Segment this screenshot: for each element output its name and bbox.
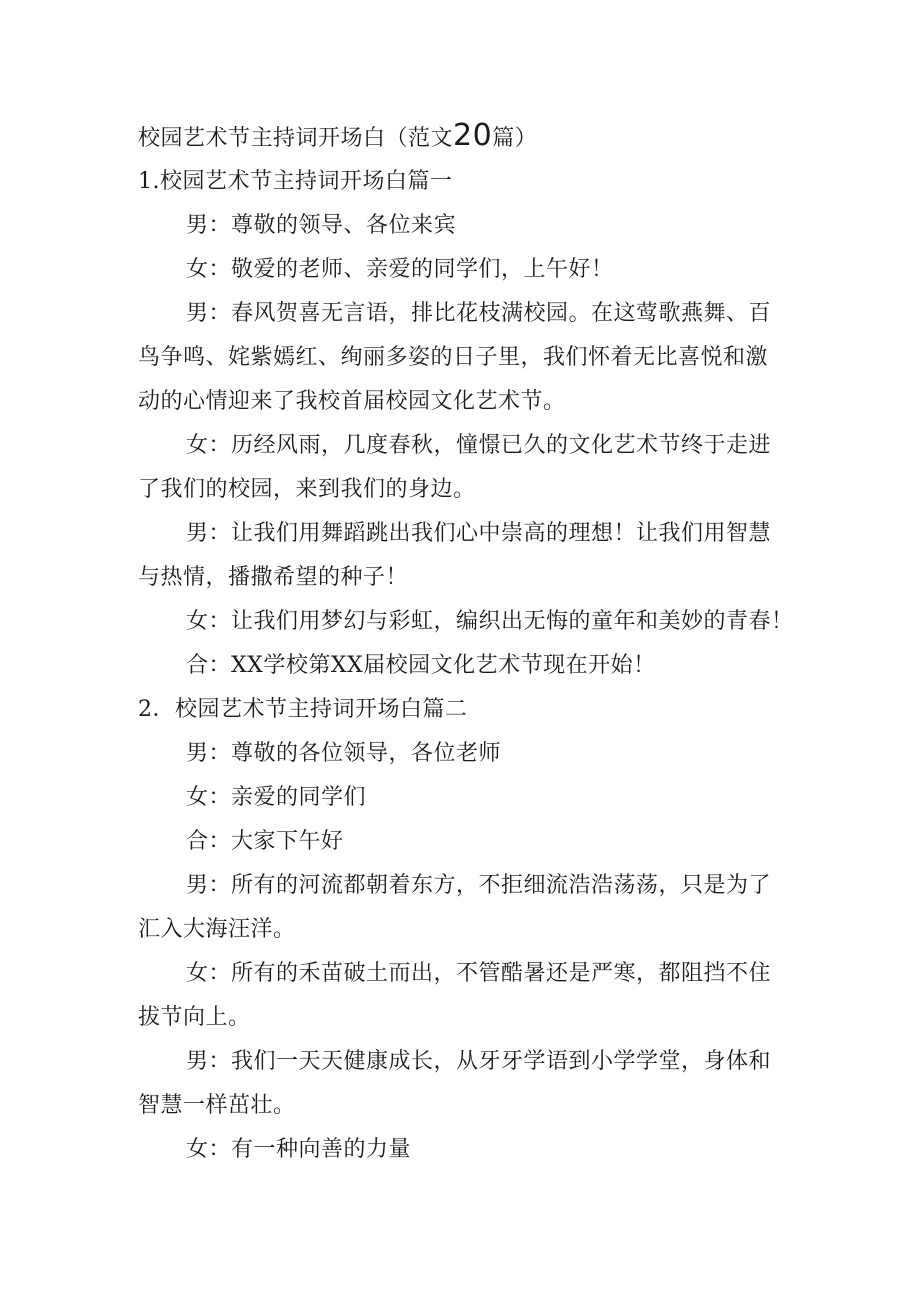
dialogue-line: 男：所有的河流都朝着东方，不拒细流浩浩荡荡，只是为了 — [186, 873, 772, 898]
dialogue-line-continued: 了我们的校园，来到我们的身边。 — [138, 477, 476, 502]
dialogue-line-continued: 汇入大海汪洋。 — [138, 917, 296, 942]
section-heading-1: 1.校园艺术节主持词开场白篇一 — [138, 169, 453, 194]
dialogue-line-continued: 拔节向上。 — [138, 1005, 251, 1030]
dialogue-line: 合：大家下午好 — [186, 829, 344, 854]
dialogue-line: 女：敬爱的老师、亲爱的同学们，上午好！ — [186, 257, 614, 282]
title-number: 20 — [453, 118, 493, 153]
dialogue-line-continued: 鸟争鸣、姹紫嫣红、绚丽多姿的日子里，我们怀着无比喜悦和激 — [138, 345, 769, 370]
dialogue-line: 男：尊敬的领导、各位来宾 — [186, 213, 457, 238]
dialogue-line: 男：让我们用舞蹈跳出我们心中崇高的理想！让我们用智慧 — [186, 521, 772, 546]
dialogue-line: 男：我们一天天健康成长，从牙牙学语到小学学堂，身体和 — [186, 1049, 772, 1074]
section-heading-2: 2．校园艺术节主持词开场白篇二 — [138, 697, 468, 722]
dialogue-line-continued: 动的心情迎来了我校首届校园文化艺术节。 — [138, 389, 566, 414]
dialogue-line-continued: 智慧一样茁壮。 — [138, 1093, 296, 1118]
dialogue-line: 男：尊敬的各位领导，各位老师 — [186, 741, 502, 766]
dialogue-line: 女：让我们用梦幻与彩虹，编织出无悔的童年和美妙的青春！ — [186, 609, 794, 634]
dialogue-line: 女：历经风雨，几度春秋，憧憬已久的文化艺术节终于走进 — [186, 433, 772, 458]
dialogue-line: 女：亲爱的同学们 — [186, 785, 367, 810]
dialogue-line: 女：有一种向善的力量 — [186, 1137, 412, 1162]
dialogue-line: 男：春风贺喜无言语，排比花枝满校园。在这莺歌燕舞、百 — [186, 301, 772, 326]
document-title — [138, 112, 788, 160]
dialogue-line-continued: 与热情，播撒希望的种子！ — [138, 565, 409, 590]
title-prefix: 校园艺术节主持词开场白（范文 — [138, 126, 454, 151]
document-page — [138, 112, 794, 1172]
title-suffix: 篇） — [492, 126, 538, 151]
dialogue-line: 女：所有的禾苗破土而出，不管酷暑还是严寒，都阻挡不住 — [186, 961, 772, 986]
dialogue-line: 合：XX学校第XX届校园文化艺术节现在开始！ — [186, 653, 656, 678]
